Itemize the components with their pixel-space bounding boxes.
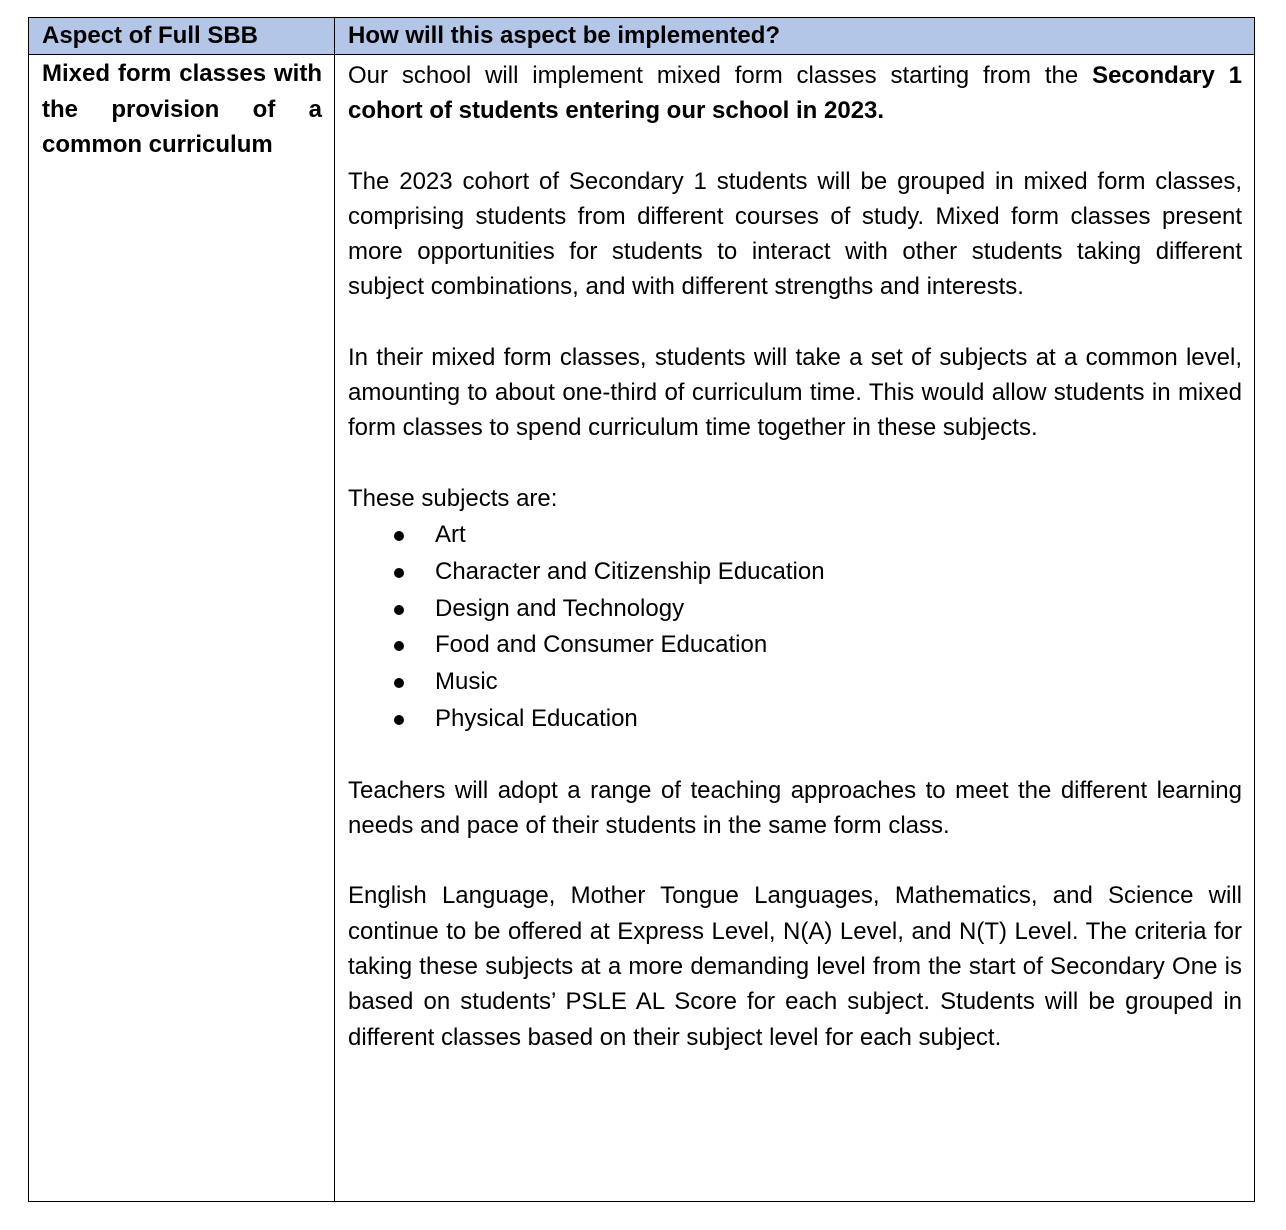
paragraph-1-text: Our school will implement mixed form classes starting from the	[348, 62, 1093, 89]
list-item	[348, 664, 1242, 701]
bullet-icon	[394, 678, 404, 688]
table-header-row	[29, 18, 1255, 55]
paragraph-1-bold-text: Secondary 1 cohort of students entering our school in 2023.	[348, 62, 1242, 125]
subjects-intro: These subjects are:	[348, 484, 558, 512]
list-item	[348, 701, 1242, 738]
subject-label: Physical Education	[435, 704, 638, 732]
table-row	[29, 55, 1255, 1202]
aspect-cell: Mixed form classes with the provision of a common curriculum	[29, 55, 335, 1202]
subjects-list	[348, 517, 1242, 738]
implementation-paragraph-2: The 2023 cohort of Secondary 1 students will be grouped in mixed form classes, comprising students from different courses of study. Mixed form classes present more opportunities for students to interact with other students taking different subject combinations, and with different strengths and interests.	[348, 167, 1242, 301]
bullet-icon	[394, 531, 404, 541]
bullet-icon	[394, 715, 404, 725]
list-item	[348, 591, 1242, 628]
list-item	[348, 627, 1242, 664]
implementation-column-header: How will this aspect be implemented?	[335, 18, 1255, 55]
bullet-icon	[394, 605, 404, 615]
aspect-column-header: Aspect of Full SBB	[29, 18, 335, 55]
implementation-cell	[335, 55, 1255, 1202]
implementation-paragraph-5: English Language, Mother Tongue Languages, Mathematics, and Science will continue to be offered at Express Level, N(A) Level, and N(T) Level. The criteria for taking these subjects at a more demanding level from the start of Secondary One is based on students’ PSLE AL Score for each subject. Students will be grouped in different classes based on their subject level for each subject.	[348, 882, 1242, 1051]
subject-label: Design and Technology	[435, 594, 685, 622]
subject-label: Music	[435, 668, 498, 696]
implementation-paragraph-3: In their mixed form classes, students will take a set of subjects at a common level, amounting to about one-third of curriculum time. This would allow students in mixed form classes to spend curriculum time together in these subjects.	[348, 343, 1242, 442]
implementation-paragraph-4: Teachers will adopt a range of teaching approaches to meet the different learning needs and pace of their students in the same form class.	[348, 776, 1242, 840]
sbb-aspect-table	[28, 17, 1255, 1202]
implementation-paragraph-1	[348, 58, 1242, 129]
bullet-icon	[394, 568, 404, 578]
list-item	[348, 517, 1242, 554]
subject-label: Food and Consumer Education	[435, 631, 768, 659]
subject-label: Art	[435, 520, 466, 548]
list-item	[348, 554, 1242, 591]
bullet-icon	[394, 641, 404, 651]
subject-label: Character and Citizenship Education	[435, 557, 825, 585]
